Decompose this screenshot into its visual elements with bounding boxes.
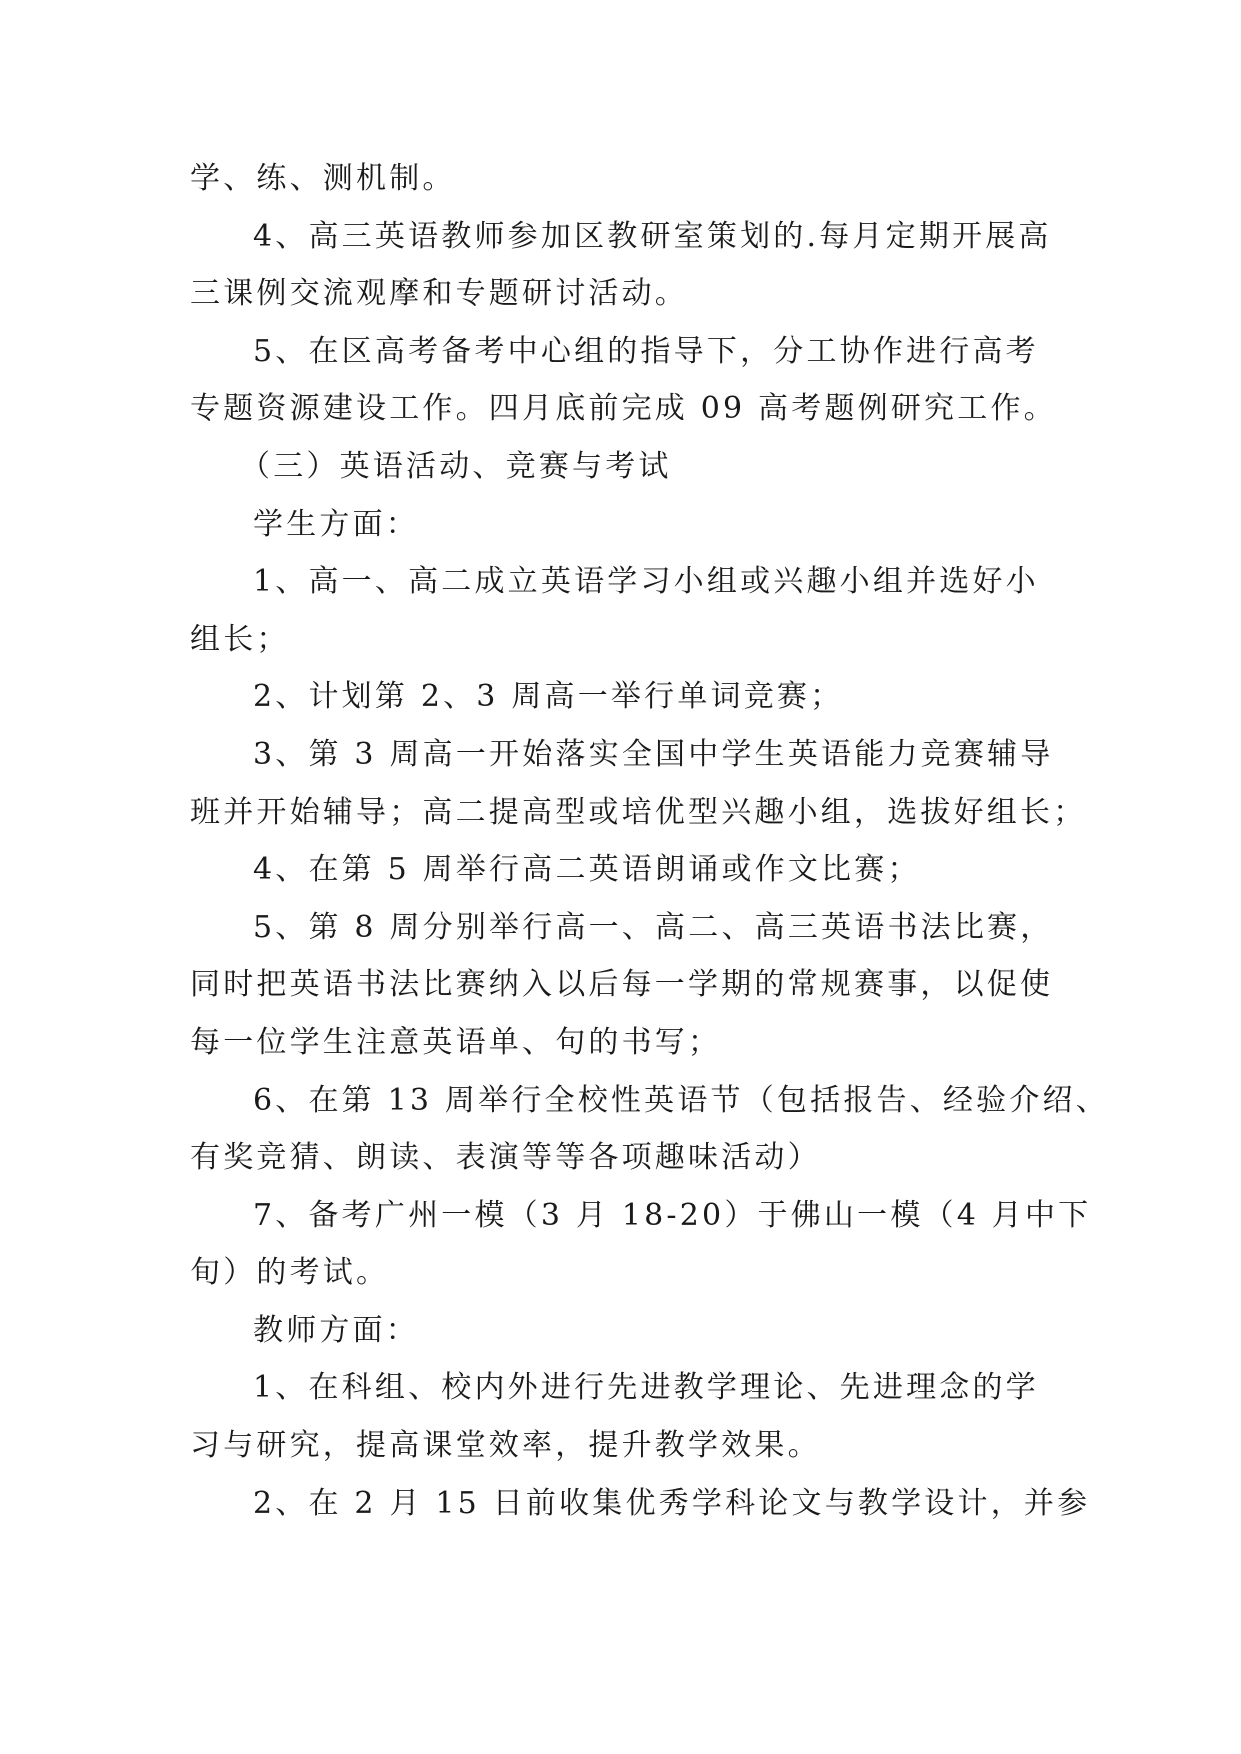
text-line: 组长； <box>190 621 290 657</box>
text-line: 5、第 8 周分别举行高一、高二、高三英语书法比赛， <box>253 909 1054 945</box>
text-line: 3、第 3 周高一开始落实全国中学生英语能力竞赛辅导 <box>253 736 1054 772</box>
text-line: 三课例交流观摩和专题研讨活动。 <box>190 276 688 312</box>
text-line: 5、在区高考备考中心组的指导下，分工协作进行高考 <box>253 333 1039 369</box>
text-line: 旬）的考试。 <box>190 1255 390 1291</box>
text-line: 4、高三英语教师参加区教研室策划的.每月定期开展高 <box>253 218 1052 254</box>
text-line: 7、备考广州一模（3 月 18-20）于佛山一模（4 月中下 <box>253 1197 1092 1233</box>
text-line: 班并开始辅导；高二提高型或培优型兴趣小组，选拔好组长； <box>190 794 1087 830</box>
text-line: 每一位学生注意英语单、句的书写； <box>190 1024 722 1060</box>
text-line: 2、在 2 月 15 日前收集优秀学科论文与教学设计，并参 <box>253 1485 1091 1521</box>
subheading: 教师方面： <box>253 1312 419 1348</box>
text-line: 专题资源建设工作。四月底前完成 09 高考题例研究工作。 <box>190 391 1057 427</box>
subheading: 学生方面： <box>253 506 419 542</box>
text-line: 习与研究，提高课堂效率，提升教学效果。 <box>190 1428 821 1464</box>
section-heading: （三）英语活动、竞赛与考试 <box>240 448 672 484</box>
text-line: 1、高一、高二成立英语学习小组或兴趣小组并选好小 <box>253 564 1039 600</box>
text-line: 学、练、测机制。 <box>190 161 456 196</box>
text-line: 2、计划第 2、3 周高一举行单词竞赛； <box>253 679 844 715</box>
text-line: 4、在第 5 周举行高二英语朗诵或作文比赛； <box>253 852 921 888</box>
text-line: 同时把英语书法比赛纳入以后每一学期的常规赛事，以促使 <box>190 967 1054 1003</box>
text-line: 有奖竞猜、朗读、表演等等各项趣味活动） <box>190 1140 821 1176</box>
text-line: 6、在第 13 周举行全校性英语节（包括报告、经验介绍、 <box>253 1082 1109 1118</box>
text-line: 1、在科组、校内外进行先进教学理论、先进理念的学 <box>253 1370 1039 1406</box>
document-body <box>190 150 1109 1532</box>
